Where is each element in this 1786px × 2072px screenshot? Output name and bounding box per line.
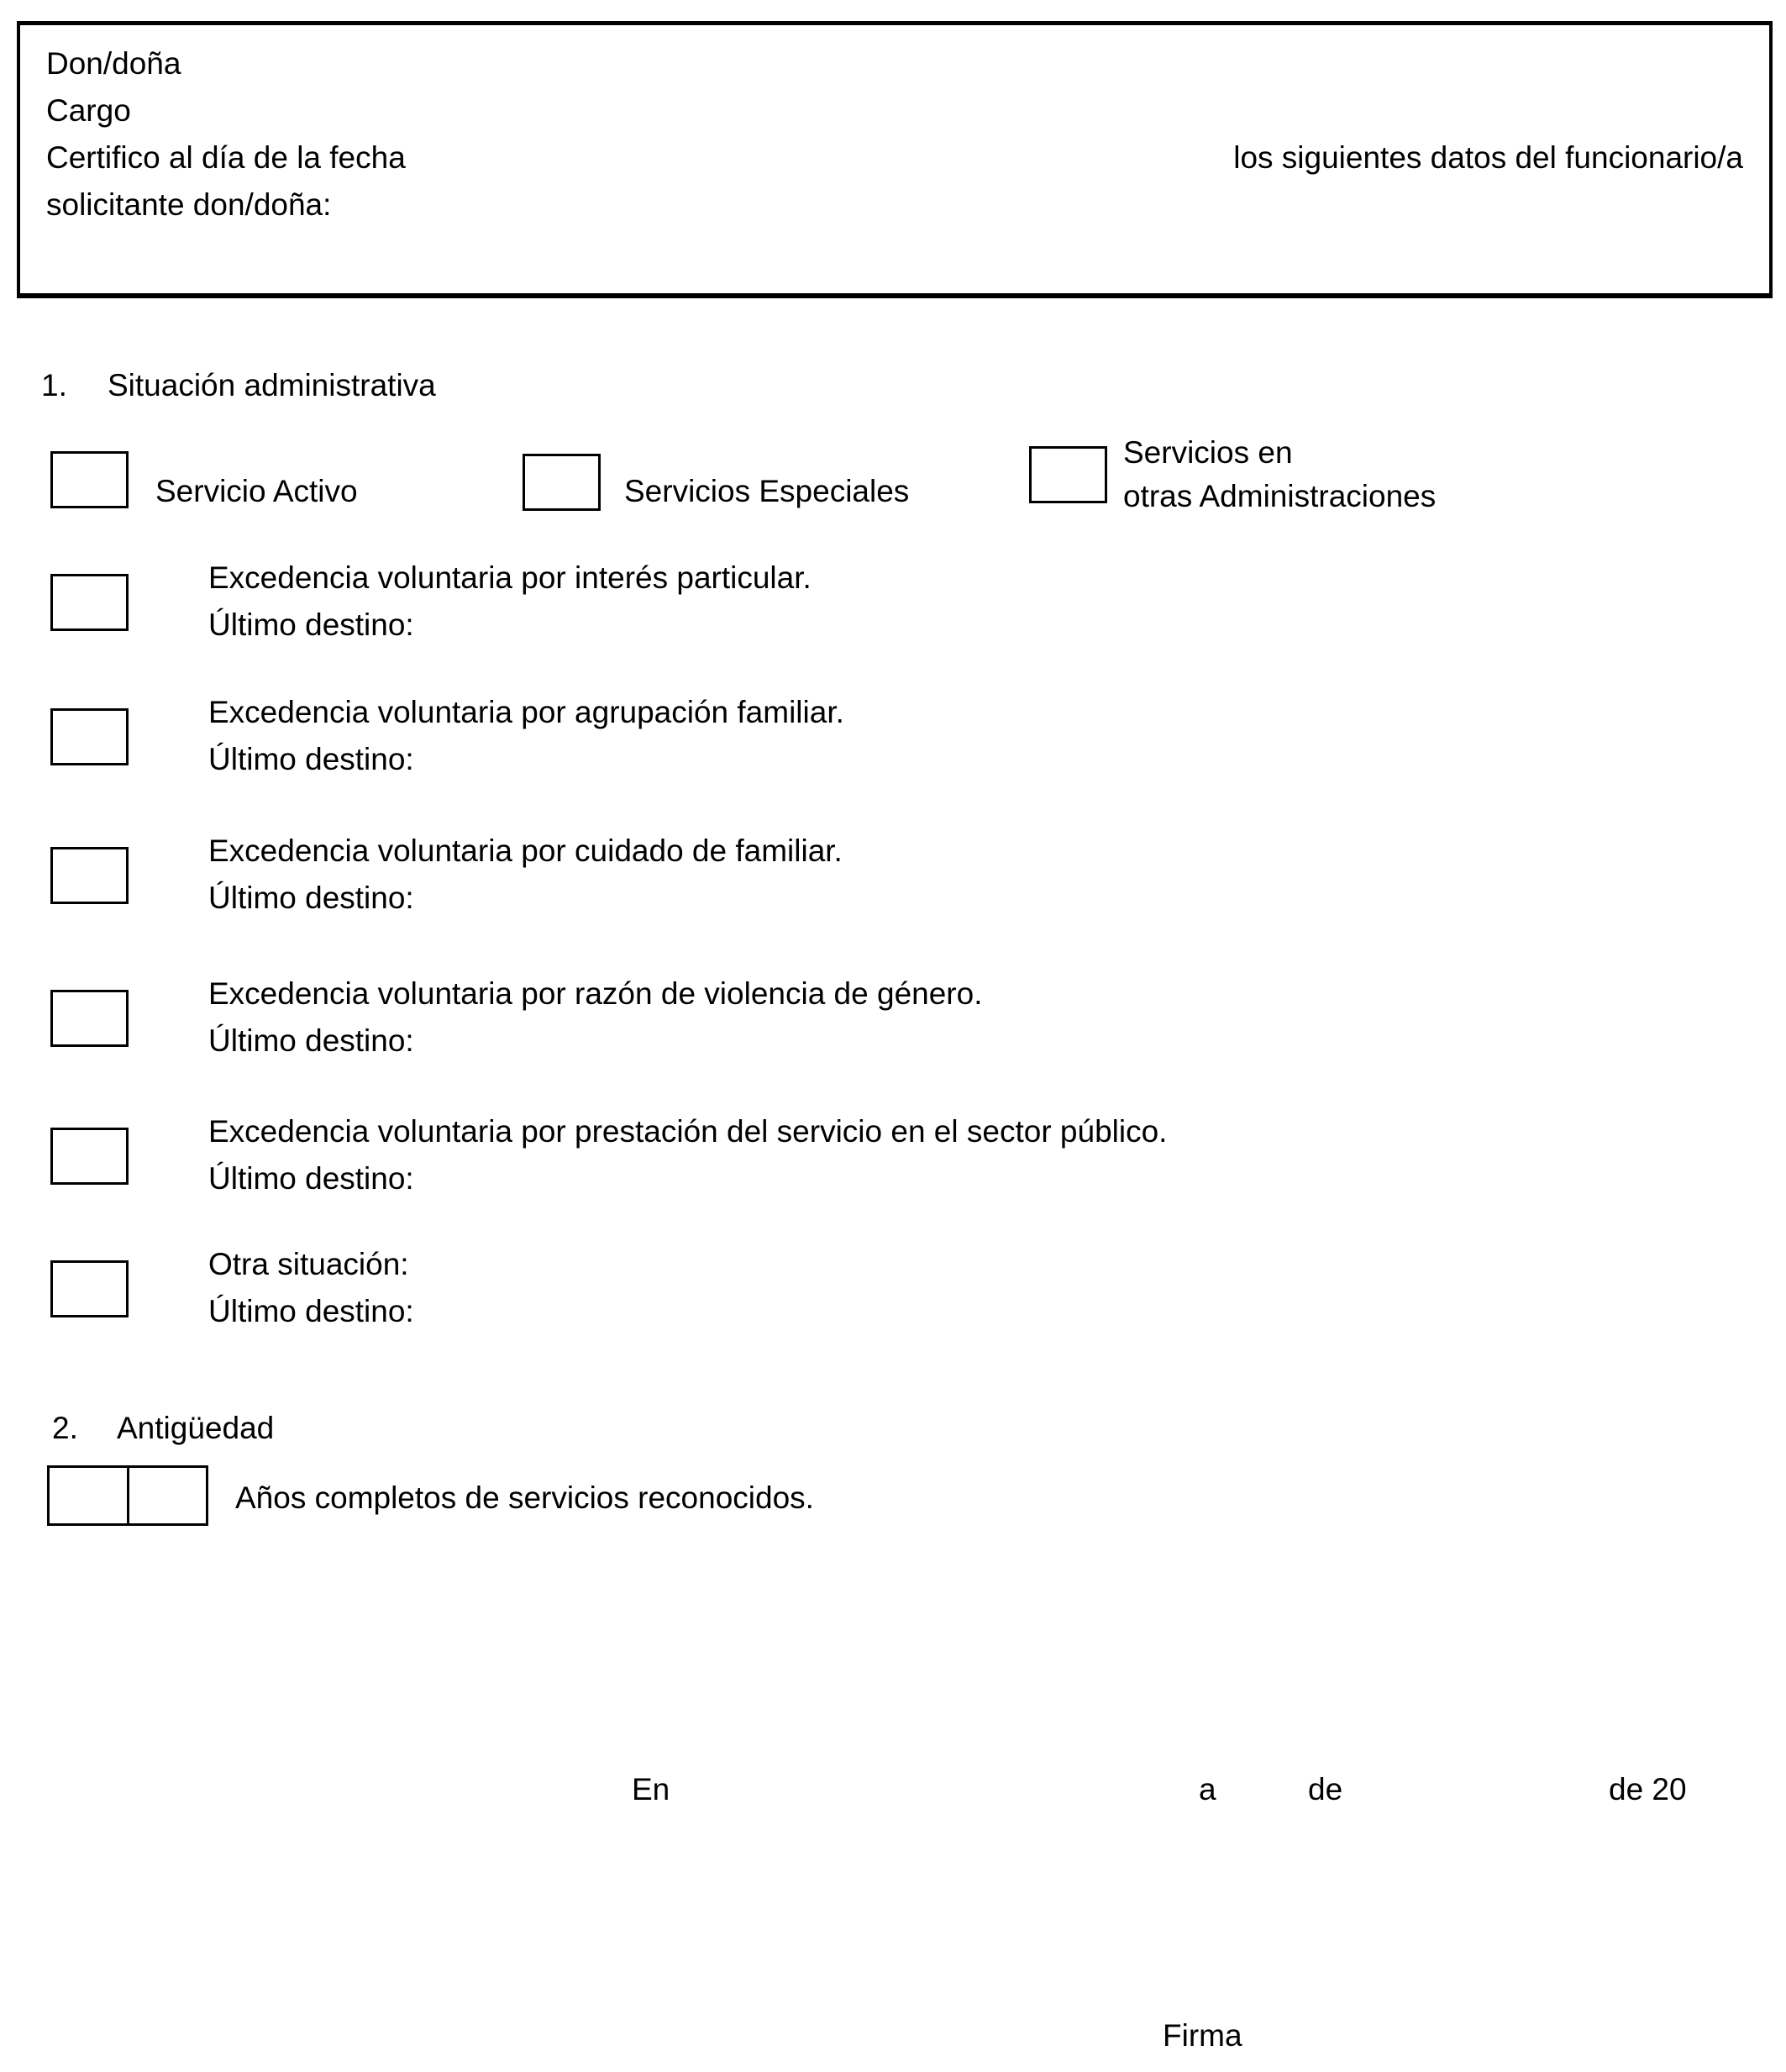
- header-cargo-label: Cargo: [46, 93, 131, 128]
- checkbox-otra-situacion[interactable]: [50, 1260, 129, 1317]
- row-label: Otra situación:: [208, 1247, 409, 1281]
- row-excedencia-violencia-genero: [208, 970, 982, 1065]
- row-label: Excedencia voluntaria por cuidado de familiar.: [208, 834, 843, 868]
- header-datos-funcionario-label: los siguientes datos del funcionario/a: [1233, 140, 1743, 175]
- date-de-label: de: [1308, 1772, 1343, 1806]
- section2-title: Antigüedad: [117, 1411, 275, 1445]
- row-excedencia-agrupacion-familiar: [208, 689, 844, 783]
- label-servicios-otras-line1: Servicios en: [1123, 435, 1293, 470]
- row-excedencia-interes-particular: [208, 555, 812, 649]
- anios-digit-cell-1[interactable]: [50, 1468, 129, 1523]
- label-servicios-otras-line2: otras Administraciones: [1123, 479, 1437, 513]
- checkbox-excedencia-cuidado-familiar[interactable]: [50, 847, 129, 904]
- date-en-label: En: [632, 1772, 670, 1806]
- row-label: Excedencia voluntaria por razón de violencia de género.: [208, 976, 983, 1011]
- anios-digit-cell-2[interactable]: [129, 1468, 207, 1523]
- section1-number: 1.: [41, 368, 67, 402]
- anios-servicios-input-box[interactable]: [47, 1465, 208, 1526]
- section1-title: Situación administrativa: [108, 368, 436, 402]
- header-solicitante-label: solicitante don/doña:: [46, 187, 332, 222]
- section2-number: 2.: [52, 1411, 78, 1445]
- checkbox-servicios-otras-administraciones[interactable]: [1029, 446, 1107, 503]
- row-sublabel: Último destino:: [208, 607, 414, 642]
- checkbox-excedencia-violencia-genero[interactable]: [50, 990, 129, 1047]
- checkbox-excedencia-agrupacion-familiar[interactable]: [50, 708, 129, 765]
- row-label: Excedencia voluntaria por interés particular.: [208, 560, 812, 595]
- checkbox-servicios-especiales[interactable]: [523, 454, 601, 511]
- row-otra-situacion: [208, 1241, 414, 1335]
- checkbox-excedencia-interes-particular[interactable]: [50, 574, 129, 631]
- header-don-dona-label: Don/doña: [46, 46, 181, 81]
- header-certificate-box: [17, 21, 1773, 298]
- row-excedencia-cuidado-familiar: [208, 828, 843, 922]
- label-servicios-especiales: Servicios Especiales: [624, 474, 910, 508]
- firma-label: Firma: [1163, 2018, 1242, 2053]
- header-certifico-label: Certifico al día de la fecha: [46, 140, 406, 175]
- label-servicios-otras-administraciones: [1123, 431, 1436, 518]
- row-sublabel: Último destino:: [208, 1294, 414, 1328]
- row-excedencia-sector-publico: [208, 1108, 1167, 1202]
- label-servicio-activo: Servicio Activo: [155, 474, 358, 508]
- row-sublabel: Último destino:: [208, 881, 414, 915]
- row-sublabel: Último destino:: [208, 742, 414, 776]
- checkbox-excedencia-sector-publico[interactable]: [50, 1128, 129, 1185]
- row-label: Excedencia voluntaria por agrupación familiar.: [208, 695, 844, 729]
- row-label: Excedencia voluntaria por prestación del servicio en el sector público.: [208, 1114, 1168, 1149]
- row-sublabel: Último destino:: [208, 1023, 414, 1058]
- date-a-label: a: [1199, 1772, 1216, 1806]
- row-sublabel: Último destino:: [208, 1161, 414, 1196]
- date-de-20-label: de 20: [1609, 1772, 1687, 1806]
- checkbox-servicio-activo[interactable]: [50, 451, 129, 508]
- label-anios-servicios: Años completos de servicios reconocidos.: [235, 1480, 814, 1515]
